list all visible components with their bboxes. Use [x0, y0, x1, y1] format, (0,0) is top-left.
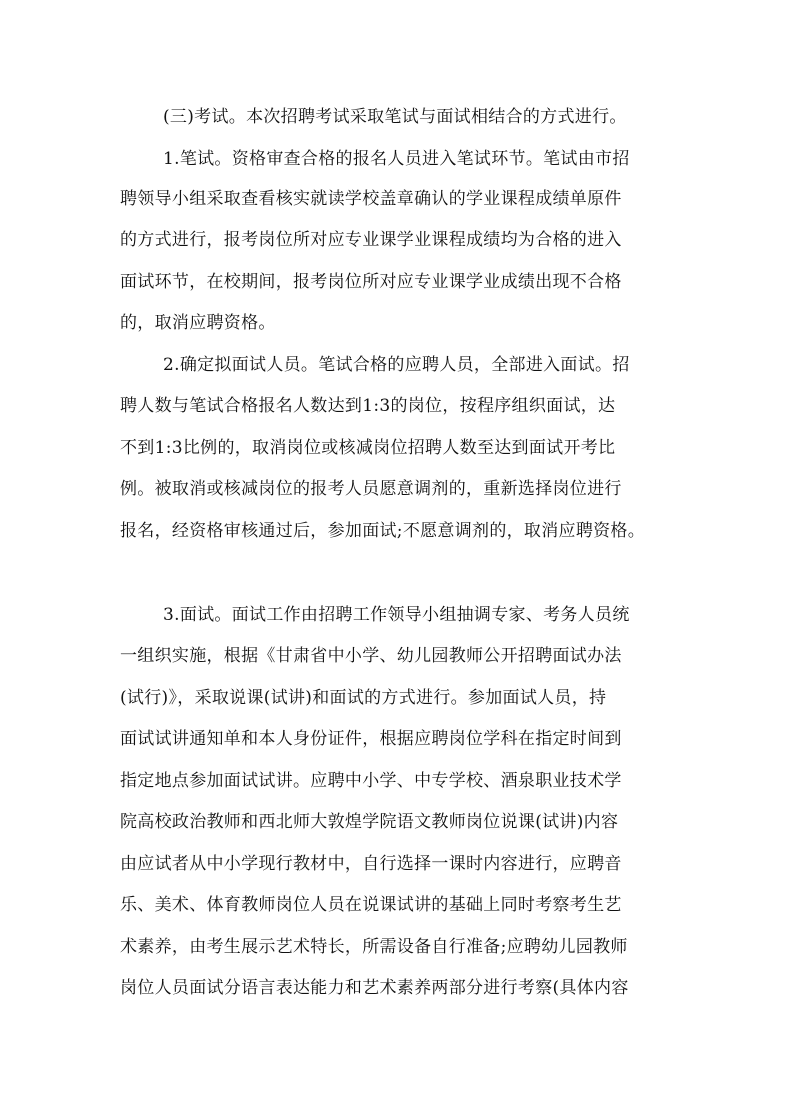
paragraph-line: 院高校政治教师和西北师大敦煌学院语文教师岗位说课(试讲)内容 — [120, 812, 619, 832]
paragraph-line: (试行)》，采取说课(试讲)和面试的方式进行。参加面试人员，持 — [120, 688, 607, 708]
paragraph-line: 聘领导小组采取查看核实就读学校盖章确认的学业课程成绩单原件 — [120, 189, 622, 209]
paragraph-line: 指定地点参加面试试讲。应聘中小学、中专学校、酒泉职业技术学 — [120, 771, 622, 791]
paragraph-line: 乐、美术、体育教师岗位人员在说课试讲的基础上同时考察考生艺 — [120, 895, 622, 915]
paragraph-line: 由应试者从中小学现行教材中，自行选择一课时内容进行，应聘音 — [120, 854, 622, 874]
paragraph-line: 不到1:3比例的，取消岗位或核减岗位招聘人数至达到面试开考比 — [120, 438, 616, 458]
section-heading-exam: (三)考试。本次招聘考试采取笔试与面试相结合的方式进行。 — [163, 107, 627, 127]
paragraph-line: 1.笔试。资格审查合格的报名人员进入笔试环节。笔试由市招 — [163, 149, 630, 169]
paragraph-line: 面试环节，在校期间，报考岗位所对应专业课学业成绩出现不合格 — [120, 272, 622, 292]
paragraph-line: 3.面试。面试工作由招聘工作领导小组抽调专家、考务人员统 — [163, 605, 630, 625]
paragraph-line: 一组织实施，根据《甘肃省中小学、幼儿园教师公开招聘面试办法 — [120, 646, 622, 666]
paragraph-line: 例。被取消或核减岗位的报考人员愿意调剂的，重新选择岗位进行 — [120, 479, 622, 499]
paragraph-line: 聘人数与笔试合格报名人数达到1:3的岗位，按程序组织面试，达 — [120, 396, 616, 416]
paragraph-line: 面试试讲通知单和本人身份证件，根据应聘岗位学科在指定时间到 — [120, 729, 622, 749]
paragraph-line: 的，取消应聘资格。 — [120, 313, 276, 333]
paragraph-line: 术素养，由考生展示艺术特长，所需设备自行准备;应聘幼儿园教师 — [120, 937, 628, 957]
paragraph-line: 报名，经资格审核通过后，参加面试;不愿意调剂的，取消应聘资格。 — [120, 521, 646, 541]
paragraph-line: 岗位人员面试分语言表达能力和艺术素养两部分进行考察(具体内容 — [120, 978, 629, 998]
paragraph-line: 2.确定拟面试人员。笔试合格的应聘人员，全部进入面试。招 — [163, 355, 630, 375]
paragraph-line: 的方式进行，报考岗位所对应专业课学业课程成绩均为合格的进入 — [120, 230, 622, 250]
